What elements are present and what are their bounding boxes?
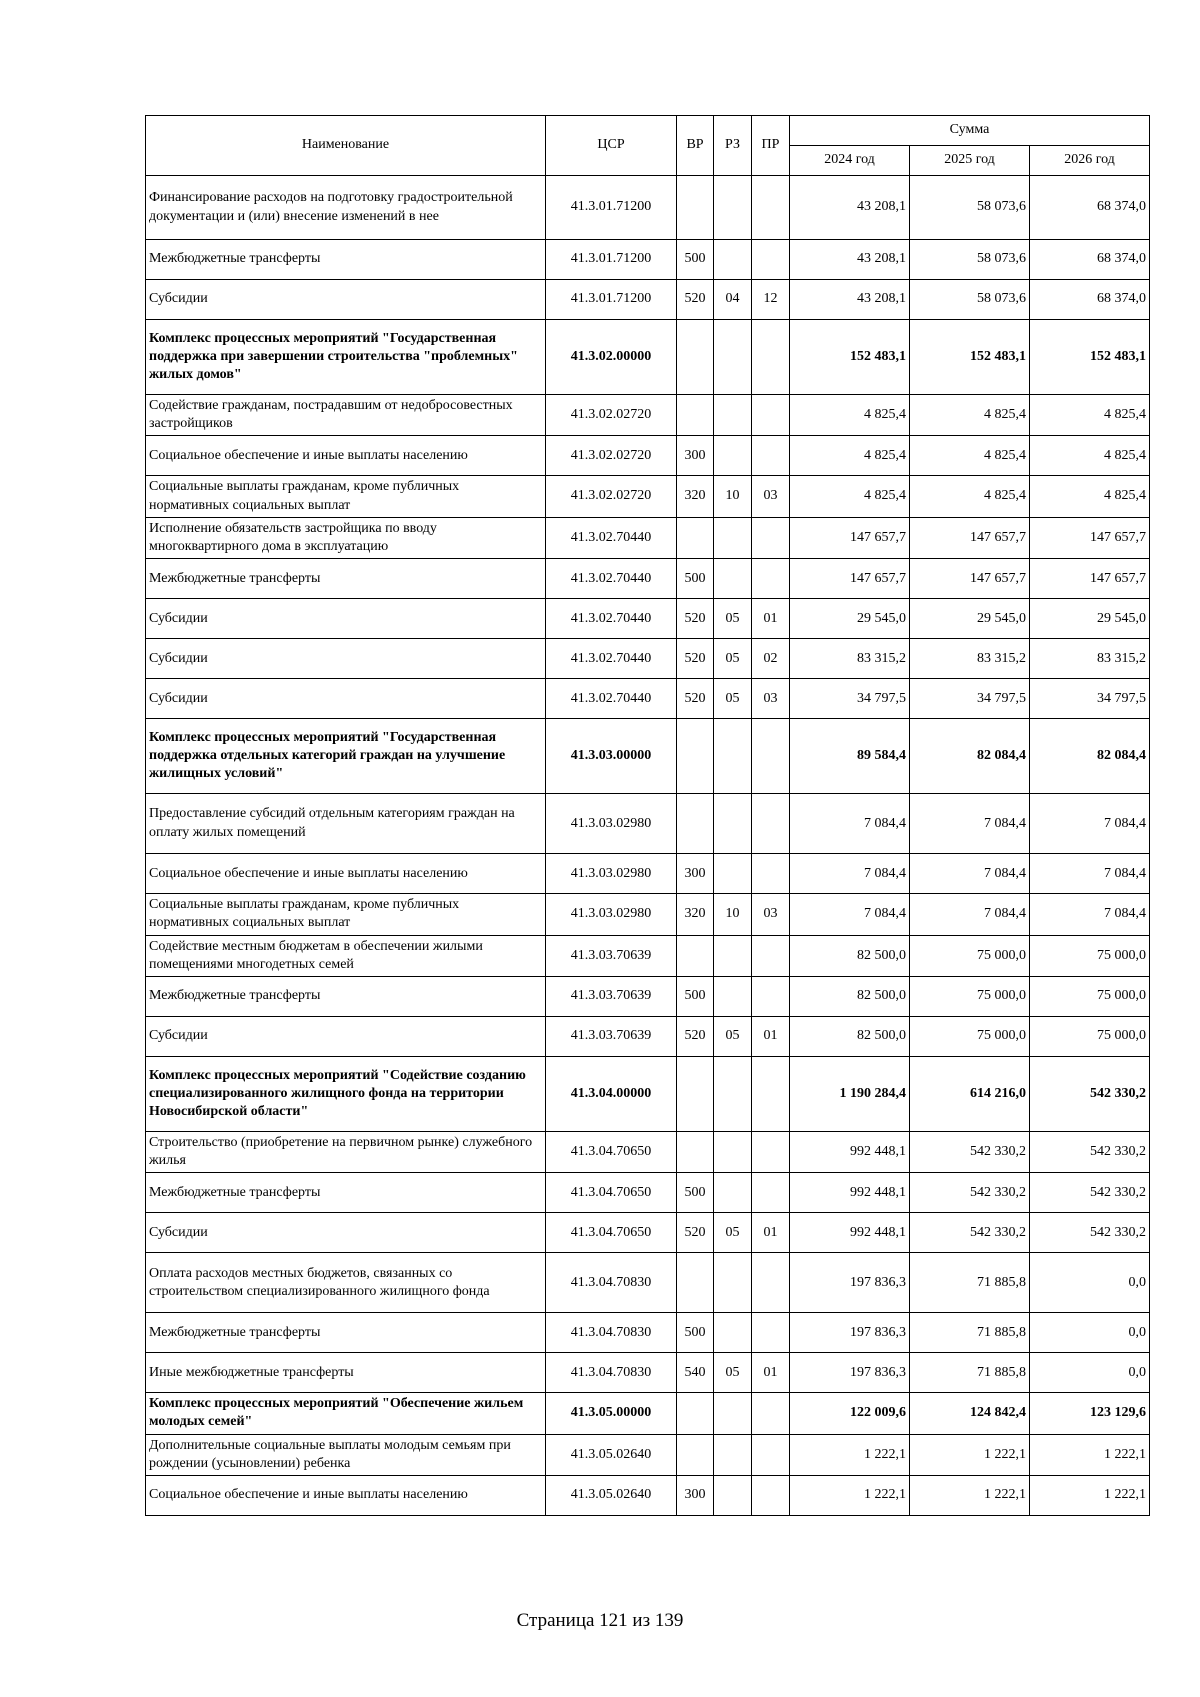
cell-rz — [714, 719, 752, 794]
cell-sum-2025: 34 797,5 — [910, 679, 1030, 719]
cell-csr: 41.3.03.02980 — [546, 794, 677, 854]
cell-sum-2025: 29 545,0 — [910, 599, 1030, 639]
table-row — [146, 1016, 1150, 1056]
cell-sum-2026: 83 315,2 — [1030, 639, 1150, 679]
cell-pr: 03 — [752, 476, 790, 517]
header-year-2024: 2024 год — [790, 146, 910, 176]
cell-csr: 41.3.02.70440 — [546, 599, 677, 639]
cell-sum-2025: 542 330,2 — [910, 1173, 1030, 1213]
cell-sum-2024: 992 448,1 — [790, 1213, 910, 1253]
table-row — [146, 935, 1150, 976]
table-row — [146, 240, 1150, 280]
cell-sum-2026: 7 084,4 — [1030, 854, 1150, 894]
cell-name: Содействие местным бюджетам в обеспечении жилыми помещениями многодетных семей — [146, 935, 546, 976]
cell-sum-2026: 0,0 — [1030, 1313, 1150, 1353]
cell-pr — [752, 176, 790, 240]
cell-sum-2026: 68 374,0 — [1030, 240, 1150, 280]
cell-pr — [752, 1056, 790, 1131]
cell-name: Субсидии — [146, 280, 546, 320]
header-rz: РЗ — [714, 116, 752, 176]
cell-vr: 520 — [677, 639, 714, 679]
cell-rz — [714, 1434, 752, 1475]
table-row — [146, 1313, 1150, 1353]
cell-pr: 01 — [752, 599, 790, 639]
cell-sum-2024: 1 222,1 — [790, 1434, 910, 1475]
cell-pr: 03 — [752, 679, 790, 719]
cell-pr — [752, 559, 790, 599]
cell-vr: 500 — [677, 1313, 714, 1353]
cell-sum-2024: 29 545,0 — [790, 599, 910, 639]
cell-sum-2024: 122 009,6 — [790, 1393, 910, 1434]
cell-rz — [714, 1131, 752, 1172]
cell-rz: 05 — [714, 679, 752, 719]
cell-vr: 520 — [677, 1213, 714, 1253]
table-body — [146, 176, 1150, 1516]
table-row — [146, 476, 1150, 517]
cell-rz — [714, 794, 752, 854]
cell-sum-2026: 4 825,4 — [1030, 436, 1150, 476]
table-row — [146, 1393, 1150, 1434]
cell-csr: 41.3.04.70830 — [546, 1253, 677, 1313]
cell-csr: 41.3.02.70440 — [546, 639, 677, 679]
cell-sum-2024: 197 836,3 — [790, 1313, 910, 1353]
cell-sum-2025: 1 222,1 — [910, 1476, 1030, 1516]
cell-sum-2024: 147 657,7 — [790, 517, 910, 558]
cell-pr — [752, 1434, 790, 1475]
cell-csr: 41.3.02.02720 — [546, 395, 677, 436]
cell-sum-2026: 1 222,1 — [1030, 1476, 1150, 1516]
cell-csr: 41.3.02.70440 — [546, 559, 677, 599]
cell-sum-2025: 4 825,4 — [910, 476, 1030, 517]
cell-sum-2025: 147 657,7 — [910, 517, 1030, 558]
table-row — [146, 599, 1150, 639]
cell-pr — [752, 1173, 790, 1213]
cell-rz — [714, 1253, 752, 1313]
cell-pr — [752, 436, 790, 476]
cell-name: Межбюджетные трансферты — [146, 976, 546, 1016]
cell-name: Комплекс процессных мероприятий "Государственная поддержка отдельных категорий граждан на улучшение жилищных условий" — [146, 719, 546, 794]
cell-vr: 300 — [677, 854, 714, 894]
cell-csr: 41.3.04.70830 — [546, 1313, 677, 1353]
cell-pr — [752, 1253, 790, 1313]
header-year-2026: 2026 год — [1030, 146, 1150, 176]
cell-vr: 300 — [677, 436, 714, 476]
cell-csr: 41.3.02.70440 — [546, 517, 677, 558]
cell-sum-2025: 124 842,4 — [910, 1393, 1030, 1434]
cell-sum-2025: 7 084,4 — [910, 894, 1030, 935]
table-row — [146, 1353, 1150, 1393]
cell-vr: 520 — [677, 599, 714, 639]
cell-vr: 520 — [677, 280, 714, 320]
cell-sum-2025: 7 084,4 — [910, 794, 1030, 854]
cell-vr — [677, 517, 714, 558]
cell-csr: 41.3.03.02980 — [546, 854, 677, 894]
cell-pr: 03 — [752, 894, 790, 935]
cell-rz — [714, 436, 752, 476]
cell-sum-2025: 542 330,2 — [910, 1131, 1030, 1172]
cell-vr — [677, 1056, 714, 1131]
cell-sum-2026: 7 084,4 — [1030, 894, 1150, 935]
cell-name: Социальные выплаты гражданам, кроме публичных нормативных социальных выплат — [146, 476, 546, 517]
cell-sum-2025: 75 000,0 — [910, 1016, 1030, 1056]
cell-sum-2025: 147 657,7 — [910, 559, 1030, 599]
cell-rz — [714, 559, 752, 599]
cell-sum-2024: 197 836,3 — [790, 1253, 910, 1313]
cell-name: Социальное обеспечение и иные выплаты населению — [146, 436, 546, 476]
cell-csr: 41.3.04.70650 — [546, 1173, 677, 1213]
cell-sum-2025: 4 825,4 — [910, 395, 1030, 436]
cell-pr — [752, 935, 790, 976]
cell-sum-2024: 34 797,5 — [790, 679, 910, 719]
cell-sum-2025: 152 483,1 — [910, 320, 1030, 395]
table-row — [146, 320, 1150, 395]
cell-sum-2026: 542 330,2 — [1030, 1056, 1150, 1131]
cell-name: Предоставление субсидий отдельным категориям граждан на оплату жилых помещений — [146, 794, 546, 854]
cell-sum-2026: 147 657,7 — [1030, 559, 1150, 599]
cell-pr — [752, 1476, 790, 1516]
table-row — [146, 976, 1150, 1016]
cell-rz: 05 — [714, 1213, 752, 1253]
table-row — [146, 894, 1150, 935]
cell-vr: 540 — [677, 1353, 714, 1393]
cell-name: Содействие гражданам, пострадавшим от недобросовестных застройщиков — [146, 395, 546, 436]
cell-sum-2024: 82 500,0 — [790, 976, 910, 1016]
cell-sum-2024: 7 084,4 — [790, 894, 910, 935]
cell-sum-2024: 1 190 284,4 — [790, 1056, 910, 1131]
cell-sum-2026: 4 825,4 — [1030, 395, 1150, 436]
cell-name: Социальное обеспечение и иные выплаты населению — [146, 854, 546, 894]
cell-vr: 520 — [677, 679, 714, 719]
cell-vr — [677, 794, 714, 854]
cell-sum-2026: 7 084,4 — [1030, 794, 1150, 854]
cell-sum-2026: 68 374,0 — [1030, 280, 1150, 320]
cell-csr: 41.3.02.02720 — [546, 476, 677, 517]
cell-name: Дополнительные социальные выплаты молодым семьям при рождении (усыновлении) ребенка — [146, 1434, 546, 1475]
cell-rz — [714, 976, 752, 1016]
cell-rz — [714, 1056, 752, 1131]
table-row — [146, 679, 1150, 719]
cell-sum-2024: 4 825,4 — [790, 436, 910, 476]
cell-sum-2024: 152 483,1 — [790, 320, 910, 395]
cell-name: Межбюджетные трансферты — [146, 559, 546, 599]
cell-csr: 41.3.03.70639 — [546, 935, 677, 976]
table-row — [146, 854, 1150, 894]
cell-csr: 41.3.01.71200 — [546, 280, 677, 320]
cell-vr — [677, 320, 714, 395]
cell-sum-2026: 29 545,0 — [1030, 599, 1150, 639]
cell-rz: 05 — [714, 1353, 752, 1393]
table-row — [146, 559, 1150, 599]
cell-csr: 41.3.04.70830 — [546, 1353, 677, 1393]
cell-sum-2025: 542 330,2 — [910, 1213, 1030, 1253]
cell-pr — [752, 1313, 790, 1353]
cell-pr — [752, 517, 790, 558]
cell-pr — [752, 719, 790, 794]
cell-pr: 01 — [752, 1016, 790, 1056]
cell-name: Комплекс процессных мероприятий "Обеспечение жильем молодых семей" — [146, 1393, 546, 1434]
cell-name: Оплата расходов местных бюджетов, связанных со строительством специализированного жилищного фонда — [146, 1253, 546, 1313]
cell-name: Субсидии — [146, 1213, 546, 1253]
cell-sum-2025: 75 000,0 — [910, 935, 1030, 976]
cell-vr — [677, 176, 714, 240]
cell-pr — [752, 320, 790, 395]
cell-name: Субсидии — [146, 1016, 546, 1056]
cell-sum-2026: 82 084,4 — [1030, 719, 1150, 794]
cell-sum-2026: 75 000,0 — [1030, 1016, 1150, 1056]
cell-rz — [714, 517, 752, 558]
cell-pr: 01 — [752, 1213, 790, 1253]
cell-sum-2026: 542 330,2 — [1030, 1173, 1150, 1213]
cell-name: Субсидии — [146, 679, 546, 719]
cell-pr — [752, 1393, 790, 1434]
cell-csr: 41.3.05.02640 — [546, 1476, 677, 1516]
cell-vr: 520 — [677, 1016, 714, 1056]
cell-rz: 05 — [714, 599, 752, 639]
cell-csr: 41.3.05.00000 — [546, 1393, 677, 1434]
table-row — [146, 1434, 1150, 1475]
cell-vr — [677, 1393, 714, 1434]
cell-vr — [677, 935, 714, 976]
cell-vr — [677, 1253, 714, 1313]
cell-csr: 41.3.02.00000 — [546, 320, 677, 395]
cell-sum-2025: 58 073,6 — [910, 240, 1030, 280]
cell-vr: 500 — [677, 976, 714, 1016]
cell-name: Межбюджетные трансферты — [146, 1173, 546, 1213]
cell-sum-2025: 7 084,4 — [910, 854, 1030, 894]
header-row-1 — [146, 116, 1150, 146]
cell-name: Межбюджетные трансферты — [146, 240, 546, 280]
cell-pr: 01 — [752, 1353, 790, 1393]
cell-sum-2026: 152 483,1 — [1030, 320, 1150, 395]
cell-vr: 500 — [677, 240, 714, 280]
cell-sum-2025: 614 216,0 — [910, 1056, 1030, 1131]
cell-sum-2025: 1 222,1 — [910, 1434, 1030, 1475]
table-row — [146, 719, 1150, 794]
cell-pr — [752, 976, 790, 1016]
cell-sum-2025: 4 825,4 — [910, 436, 1030, 476]
cell-csr: 41.3.02.02720 — [546, 436, 677, 476]
cell-csr: 41.3.03.02980 — [546, 894, 677, 935]
table-row — [146, 1476, 1150, 1516]
cell-vr: 500 — [677, 1173, 714, 1213]
cell-rz: 04 — [714, 280, 752, 320]
cell-csr: 41.3.02.70440 — [546, 679, 677, 719]
table-row — [146, 1213, 1150, 1253]
cell-vr — [677, 1131, 714, 1172]
cell-csr: 41.3.03.00000 — [546, 719, 677, 794]
cell-sum-2024: 147 657,7 — [790, 559, 910, 599]
cell-sum-2026: 75 000,0 — [1030, 935, 1150, 976]
cell-sum-2024: 4 825,4 — [790, 395, 910, 436]
cell-csr: 41.3.04.00000 — [546, 1056, 677, 1131]
cell-rz: 05 — [714, 1016, 752, 1056]
cell-vr — [677, 1434, 714, 1475]
header-csr: ЦСР — [546, 116, 677, 176]
cell-sum-2026: 542 330,2 — [1030, 1131, 1150, 1172]
table-row — [146, 1253, 1150, 1313]
page-number: Страница 121 из 139 — [516, 1610, 684, 1631]
table-row — [146, 639, 1150, 679]
cell-csr: 41.3.04.70650 — [546, 1213, 677, 1253]
cell-sum-2024: 1 222,1 — [790, 1476, 910, 1516]
cell-pr — [752, 794, 790, 854]
cell-sum-2024: 43 208,1 — [790, 176, 910, 240]
cell-vr — [677, 395, 714, 436]
cell-csr: 41.3.03.70639 — [546, 976, 677, 1016]
cell-sum-2026: 147 657,7 — [1030, 517, 1150, 558]
cell-name: Субсидии — [146, 599, 546, 639]
table-row — [146, 280, 1150, 320]
cell-sum-2024: 7 084,4 — [790, 854, 910, 894]
cell-sum-2025: 83 315,2 — [910, 639, 1030, 679]
cell-vr: 320 — [677, 894, 714, 935]
cell-sum-2024: 82 500,0 — [790, 935, 910, 976]
cell-name: Социальные выплаты гражданам, кроме публичных нормативных социальных выплат — [146, 894, 546, 935]
cell-vr: 320 — [677, 476, 714, 517]
cell-name: Исполнение обязательств застройщика по вводу многоквартирного дома в эксплуатацию — [146, 517, 546, 558]
cell-sum-2024: 7 084,4 — [790, 794, 910, 854]
cell-rz — [714, 935, 752, 976]
cell-csr: 41.3.04.70650 — [546, 1131, 677, 1172]
header-pr: ПР — [752, 116, 790, 176]
cell-sum-2026: 542 330,2 — [1030, 1213, 1150, 1253]
cell-sum-2024: 43 208,1 — [790, 240, 910, 280]
table-row — [146, 395, 1150, 436]
cell-sum-2024: 43 208,1 — [790, 280, 910, 320]
cell-sum-2024: 4 825,4 — [790, 476, 910, 517]
cell-rz — [714, 854, 752, 894]
cell-sum-2026: 1 222,1 — [1030, 1434, 1150, 1475]
cell-csr: 41.3.01.71200 — [546, 240, 677, 280]
cell-sum-2025: 71 885,8 — [910, 1313, 1030, 1353]
cell-csr: 41.3.01.71200 — [546, 176, 677, 240]
table-row — [146, 1173, 1150, 1213]
cell-vr — [677, 719, 714, 794]
cell-rz — [714, 240, 752, 280]
cell-sum-2025: 58 073,6 — [910, 176, 1030, 240]
cell-vr: 500 — [677, 559, 714, 599]
cell-rz — [714, 1313, 752, 1353]
table-header — [146, 116, 1150, 176]
cell-name: Иные межбюджетные трансферты — [146, 1353, 546, 1393]
table-row — [146, 517, 1150, 558]
cell-sum-2025: 71 885,8 — [910, 1253, 1030, 1313]
cell-rz — [714, 1393, 752, 1434]
cell-sum-2026: 75 000,0 — [1030, 976, 1150, 1016]
cell-csr: 41.3.05.02640 — [546, 1434, 677, 1475]
cell-name: Финансирование расходов на подготовку градостроительной документации и (или) внесение изменений в нее — [146, 176, 546, 240]
cell-pr: 02 — [752, 639, 790, 679]
header-vr: ВР — [677, 116, 714, 176]
cell-rz — [714, 395, 752, 436]
cell-pr — [752, 1131, 790, 1172]
cell-sum-2026: 123 129,6 — [1030, 1393, 1150, 1434]
cell-rz: 05 — [714, 639, 752, 679]
cell-name: Строительство (приобретение на первичном рынке) служебного жилья — [146, 1131, 546, 1172]
cell-sum-2026: 4 825,4 — [1030, 476, 1150, 517]
cell-sum-2024: 992 448,1 — [790, 1173, 910, 1213]
table-row — [146, 1056, 1150, 1131]
cell-sum-2025: 75 000,0 — [910, 976, 1030, 1016]
header-name: Наименование — [146, 116, 546, 176]
cell-sum-2024: 83 315,2 — [790, 639, 910, 679]
table-row — [146, 176, 1150, 240]
cell-sum-2026: 68 374,0 — [1030, 176, 1150, 240]
cell-sum-2026: 0,0 — [1030, 1353, 1150, 1393]
table-row — [146, 1131, 1150, 1172]
cell-name: Субсидии — [146, 639, 546, 679]
cell-rz — [714, 176, 752, 240]
cell-sum-2024: 82 500,0 — [790, 1016, 910, 1056]
cell-rz — [714, 320, 752, 395]
cell-name: Комплекс процессных мероприятий "Государственная поддержка при завершении строительства "проблемных" жилых домов" — [146, 320, 546, 395]
cell-csr: 41.3.03.70639 — [546, 1016, 677, 1056]
cell-pr — [752, 854, 790, 894]
cell-pr: 12 — [752, 280, 790, 320]
cell-rz — [714, 1476, 752, 1516]
budget-table — [145, 115, 1150, 1516]
cell-sum-2026: 0,0 — [1030, 1253, 1150, 1313]
cell-sum-2026: 34 797,5 — [1030, 679, 1150, 719]
cell-sum-2025: 58 073,6 — [910, 280, 1030, 320]
header-year-2025: 2025 год — [910, 146, 1030, 176]
cell-sum-2025: 71 885,8 — [910, 1353, 1030, 1393]
cell-sum-2024: 197 836,3 — [790, 1353, 910, 1393]
cell-name: Межбюджетные трансферты — [146, 1313, 546, 1353]
cell-name: Социальное обеспечение и иные выплаты населению — [146, 1476, 546, 1516]
cell-pr — [752, 240, 790, 280]
table-row — [146, 436, 1150, 476]
table-row — [146, 794, 1150, 854]
cell-vr: 300 — [677, 1476, 714, 1516]
cell-name: Комплекс процессных мероприятий "Содействие созданию специализированного жилищного фонда на территории Новосибирской области" — [146, 1056, 546, 1131]
header-sum: Сумма — [790, 116, 1150, 146]
cell-sum-2024: 89 584,4 — [790, 719, 910, 794]
cell-rz: 10 — [714, 476, 752, 517]
cell-rz: 10 — [714, 894, 752, 935]
cell-sum-2024: 992 448,1 — [790, 1131, 910, 1172]
cell-sum-2025: 82 084,4 — [910, 719, 1030, 794]
cell-pr — [752, 395, 790, 436]
cell-rz — [714, 1173, 752, 1213]
